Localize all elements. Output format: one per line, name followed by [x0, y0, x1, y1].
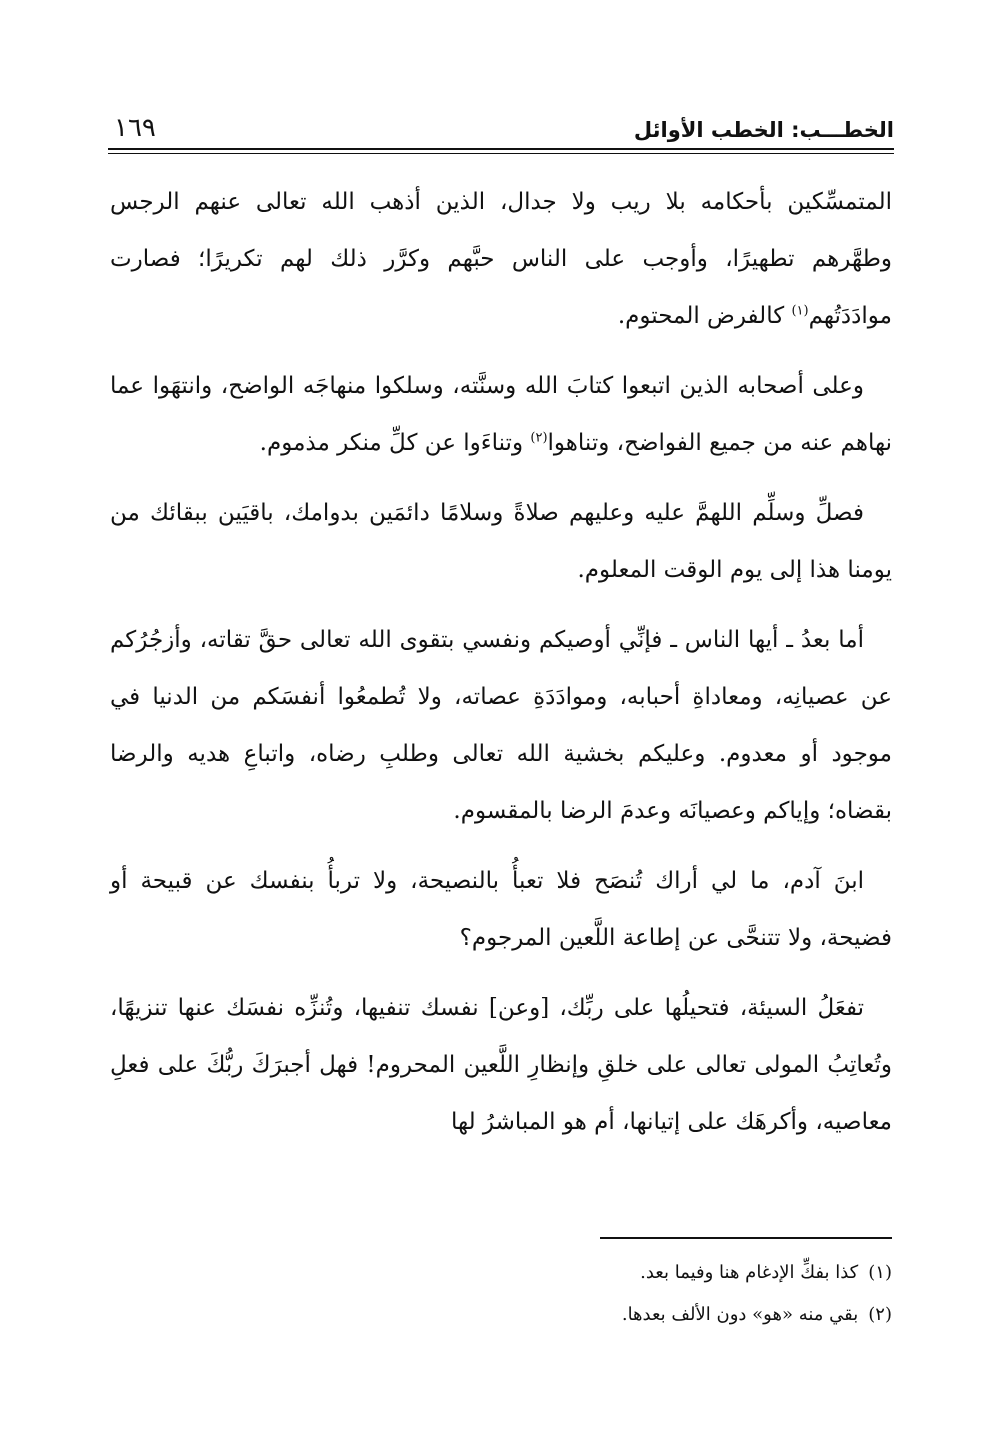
paragraph-text: تفعَلُ السيئة، فتحيلُها على ربِّك، [وعن] نفسك تنفيها، وتُنزِّه نفسَك عنها تنزيهًا، وتُعاتِبُ المولى تعالى على خلقِ وإنظارِ اللَّعين المحروم! فهل أجبرَكَ ربُّكَ على فعلِ معاصيه، وأكرهَك على إتيانها، أم هو المباشرُ لها: [110, 995, 892, 1135]
footnote-separator: [600, 1237, 892, 1239]
footnote-text: كذا بفكِّ الإدغام هنا وفيما بعد.: [640, 1262, 859, 1283]
paragraph: [110, 612, 892, 840]
paragraph: [110, 853, 892, 967]
paragraph: [110, 485, 892, 599]
page-number: ١٦٩: [114, 113, 156, 143]
footnote-number: (٢): [868, 1304, 892, 1325]
header-title: الخطـــب: الخطب الأوائل: [633, 118, 894, 142]
footnote: [110, 1294, 892, 1336]
header-rule-thin: [108, 153, 894, 154]
paragraph-text: وتناءَوا عن كلِّ منكر مذموم.: [259, 430, 531, 456]
paragraph-text: فصلِّ وسلِّم اللهمَّ عليه وعليهم صلاةً وسلامًا دائمَين بدوامك، باقيَين ببقائك من يومنا هذا إلى يوم الوقت المعلوم.: [110, 500, 892, 583]
footnote-number: (١): [868, 1262, 892, 1283]
paragraph-text: كالفرض المحتوم.: [617, 303, 792, 329]
footnote-ref[interactable]: (٢): [530, 430, 548, 446]
footnote-text: بقي منه «هو» دون الألف بعدها.: [621, 1304, 859, 1325]
footnote: [110, 1252, 892, 1294]
paragraph: [110, 174, 892, 345]
paragraph-text: أما بعدُ ـ أيها الناس ـ فإنِّي أوصيكم ونفسي بتقوى الله تعالى حقَّ تقاته، وأزجُرُكم عن عصيانِه، ومعاداةِ أحبابه، وموادَدَةِ عصاته، ولا تُطمعُوا أنفسَكم من الدنيا في موجود أو معدوم. وعليكم بخشية الله تعالى وطلبِ رضاه، واتباعِ هديه والرضا بقضاه؛ وإياكم وعصيانَه وعدمَ الرضا بالمقسوم.: [110, 627, 892, 824]
paragraph-text: ابنَ آدم، ما لي أراك تُنصَح فلا تعبأُ بالنصيحة، ولا تربأُ بنفسك عن قبيحة أو فضيحة، ولا تتنحَّى عن إطاعة اللَّعين المرجوم؟: [110, 868, 892, 951]
paragraph: [110, 358, 892, 472]
footnote-ref[interactable]: (١): [791, 303, 809, 319]
body-text: [110, 174, 892, 1164]
paragraph-text: المتمسِّكين بأحكامه بلا ريب ولا جدال، الذين أذهب الله تعالى عنهم الرجس وطهَّرهم تطهيرًا، وأوجب على الناس حبَّهم وكرَّر ذلك لهم تكريرًا؛ فصارت موادَدَتُهم: [110, 189, 892, 329]
footnotes: [110, 1252, 892, 1336]
paragraph-text: وعلى أصحابه الذين اتبعوا كتابَ الله وسنَّته، وسلكوا منهاجَه الواضح، وانتهَوا عما نهاهم عنه من جميع الفواضح، وتناهوا: [110, 373, 892, 456]
header-rule: [108, 148, 894, 150]
paragraph: [110, 980, 892, 1151]
running-header: [108, 112, 894, 152]
